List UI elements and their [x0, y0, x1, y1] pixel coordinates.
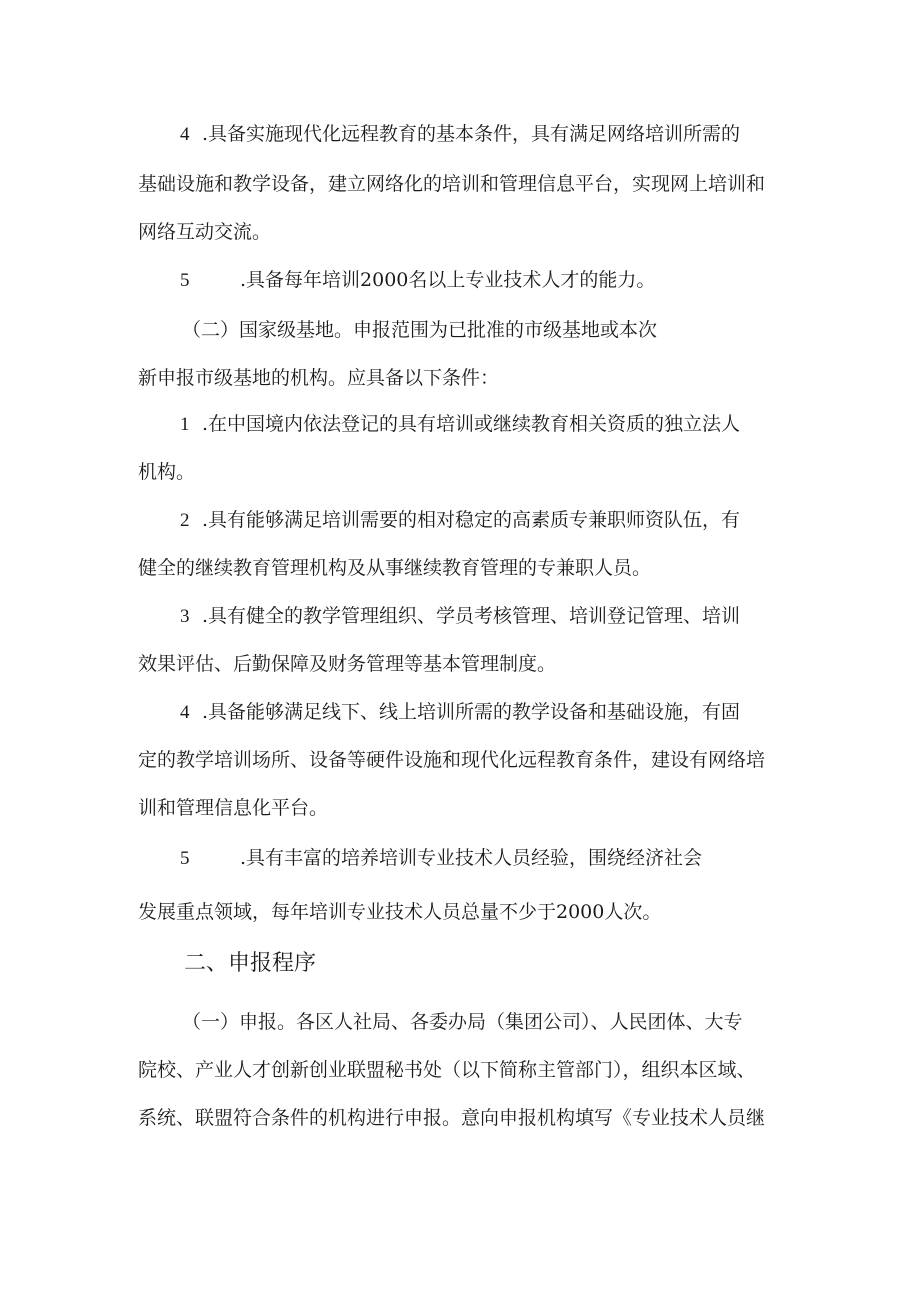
paragraph-line	[138, 748, 765, 772]
paragraph-line	[138, 1106, 765, 1130]
paragraph-line	[138, 652, 556, 676]
line-text: 网络互动交流。	[138, 221, 272, 243]
paragraph-line	[138, 366, 499, 390]
line-text: （二）国家级基地。申报范围为已批准的市级基地或本次	[182, 319, 658, 341]
line-text: 定的教学培训场所、设备等硬件设施和现代化远程教育条件，建设有网络培	[138, 749, 766, 771]
paragraph-line	[180, 508, 740, 533]
paragraph-line	[138, 1058, 756, 1082]
item-number: 4	[180, 702, 190, 723]
item-number: 5	[180, 848, 190, 869]
item-number: 3	[180, 606, 190, 627]
paragraph-line	[138, 556, 651, 580]
paragraph-line	[180, 604, 740, 629]
paragraph-line	[180, 268, 655, 293]
line-text: 效果评估、后勤保障及财务管理等基本管理制度。	[138, 653, 557, 675]
line-text: 新申报市级基地的机构。应具备以下条件：	[138, 367, 500, 389]
line-text: .具有健全的教学管理组织、学员考核管理、培训登记管理、培训	[202, 605, 741, 627]
item-number: 5	[180, 270, 190, 291]
line-text: 发展重点领域，每年培训专业技术人员总量不少于2000人次。	[138, 901, 662, 923]
item-number: 4	[180, 124, 190, 145]
paragraph-line	[138, 172, 765, 196]
line-text: 训和管理信息化平台。	[138, 797, 329, 819]
line-text: （一）申报。各区人社局、各委办局（集团公司）、人民团体、大专	[182, 1011, 743, 1033]
line-text: 健全的继续教育管理机构及从事继续教育管理的专兼职人员。	[138, 557, 652, 579]
line-text: 基础设施和教学设备，建立网络化的培训和管理信息平台，实现网上培训和	[138, 173, 766, 195]
heading-text: 二、申报程序	[184, 951, 317, 976]
paragraph-line	[182, 318, 657, 342]
paragraph-line	[182, 1010, 743, 1034]
paragraph-line	[180, 122, 740, 147]
paragraph-line	[180, 412, 740, 437]
paragraph-line	[180, 700, 740, 725]
line-text: 系统、联盟符合条件的机构进行申报。意向申报机构填写《专业技术人员继	[138, 1107, 766, 1129]
line-text: .具备能够满足线下、线上培训所需的教学设备和基础设施，有固	[202, 701, 741, 723]
paragraph-line	[138, 900, 661, 924]
line-text: .具有丰富的培养培训专业技术人员经验，围绕经济社会	[240, 847, 703, 869]
item-number: 2	[180, 510, 190, 531]
paragraph-line	[138, 796, 328, 820]
line-text: 机构。	[138, 461, 196, 483]
item-number: 1	[180, 414, 190, 435]
line-text: .具备每年培训2000名以上专业技术人才的能力。	[240, 269, 656, 291]
line-text: .在中国境内依法登记的具有培训或继续教育相关资质的独立法人	[202, 413, 741, 435]
line-text: .具备实施现代化远程教育的基本条件，具有满足网络培训所需的	[202, 123, 741, 145]
line-text: .具有能够满足培训需要的相对稳定的高素质专兼职师资队伍，有	[202, 509, 741, 531]
paragraph-line	[138, 460, 195, 484]
section-heading	[184, 950, 316, 978]
line-text: 院校、产业人才创新创业联盟秘书处（以下简称主管部门），组织本区域、	[138, 1059, 756, 1081]
paragraph-line	[180, 846, 702, 871]
paragraph-line	[138, 220, 271, 244]
